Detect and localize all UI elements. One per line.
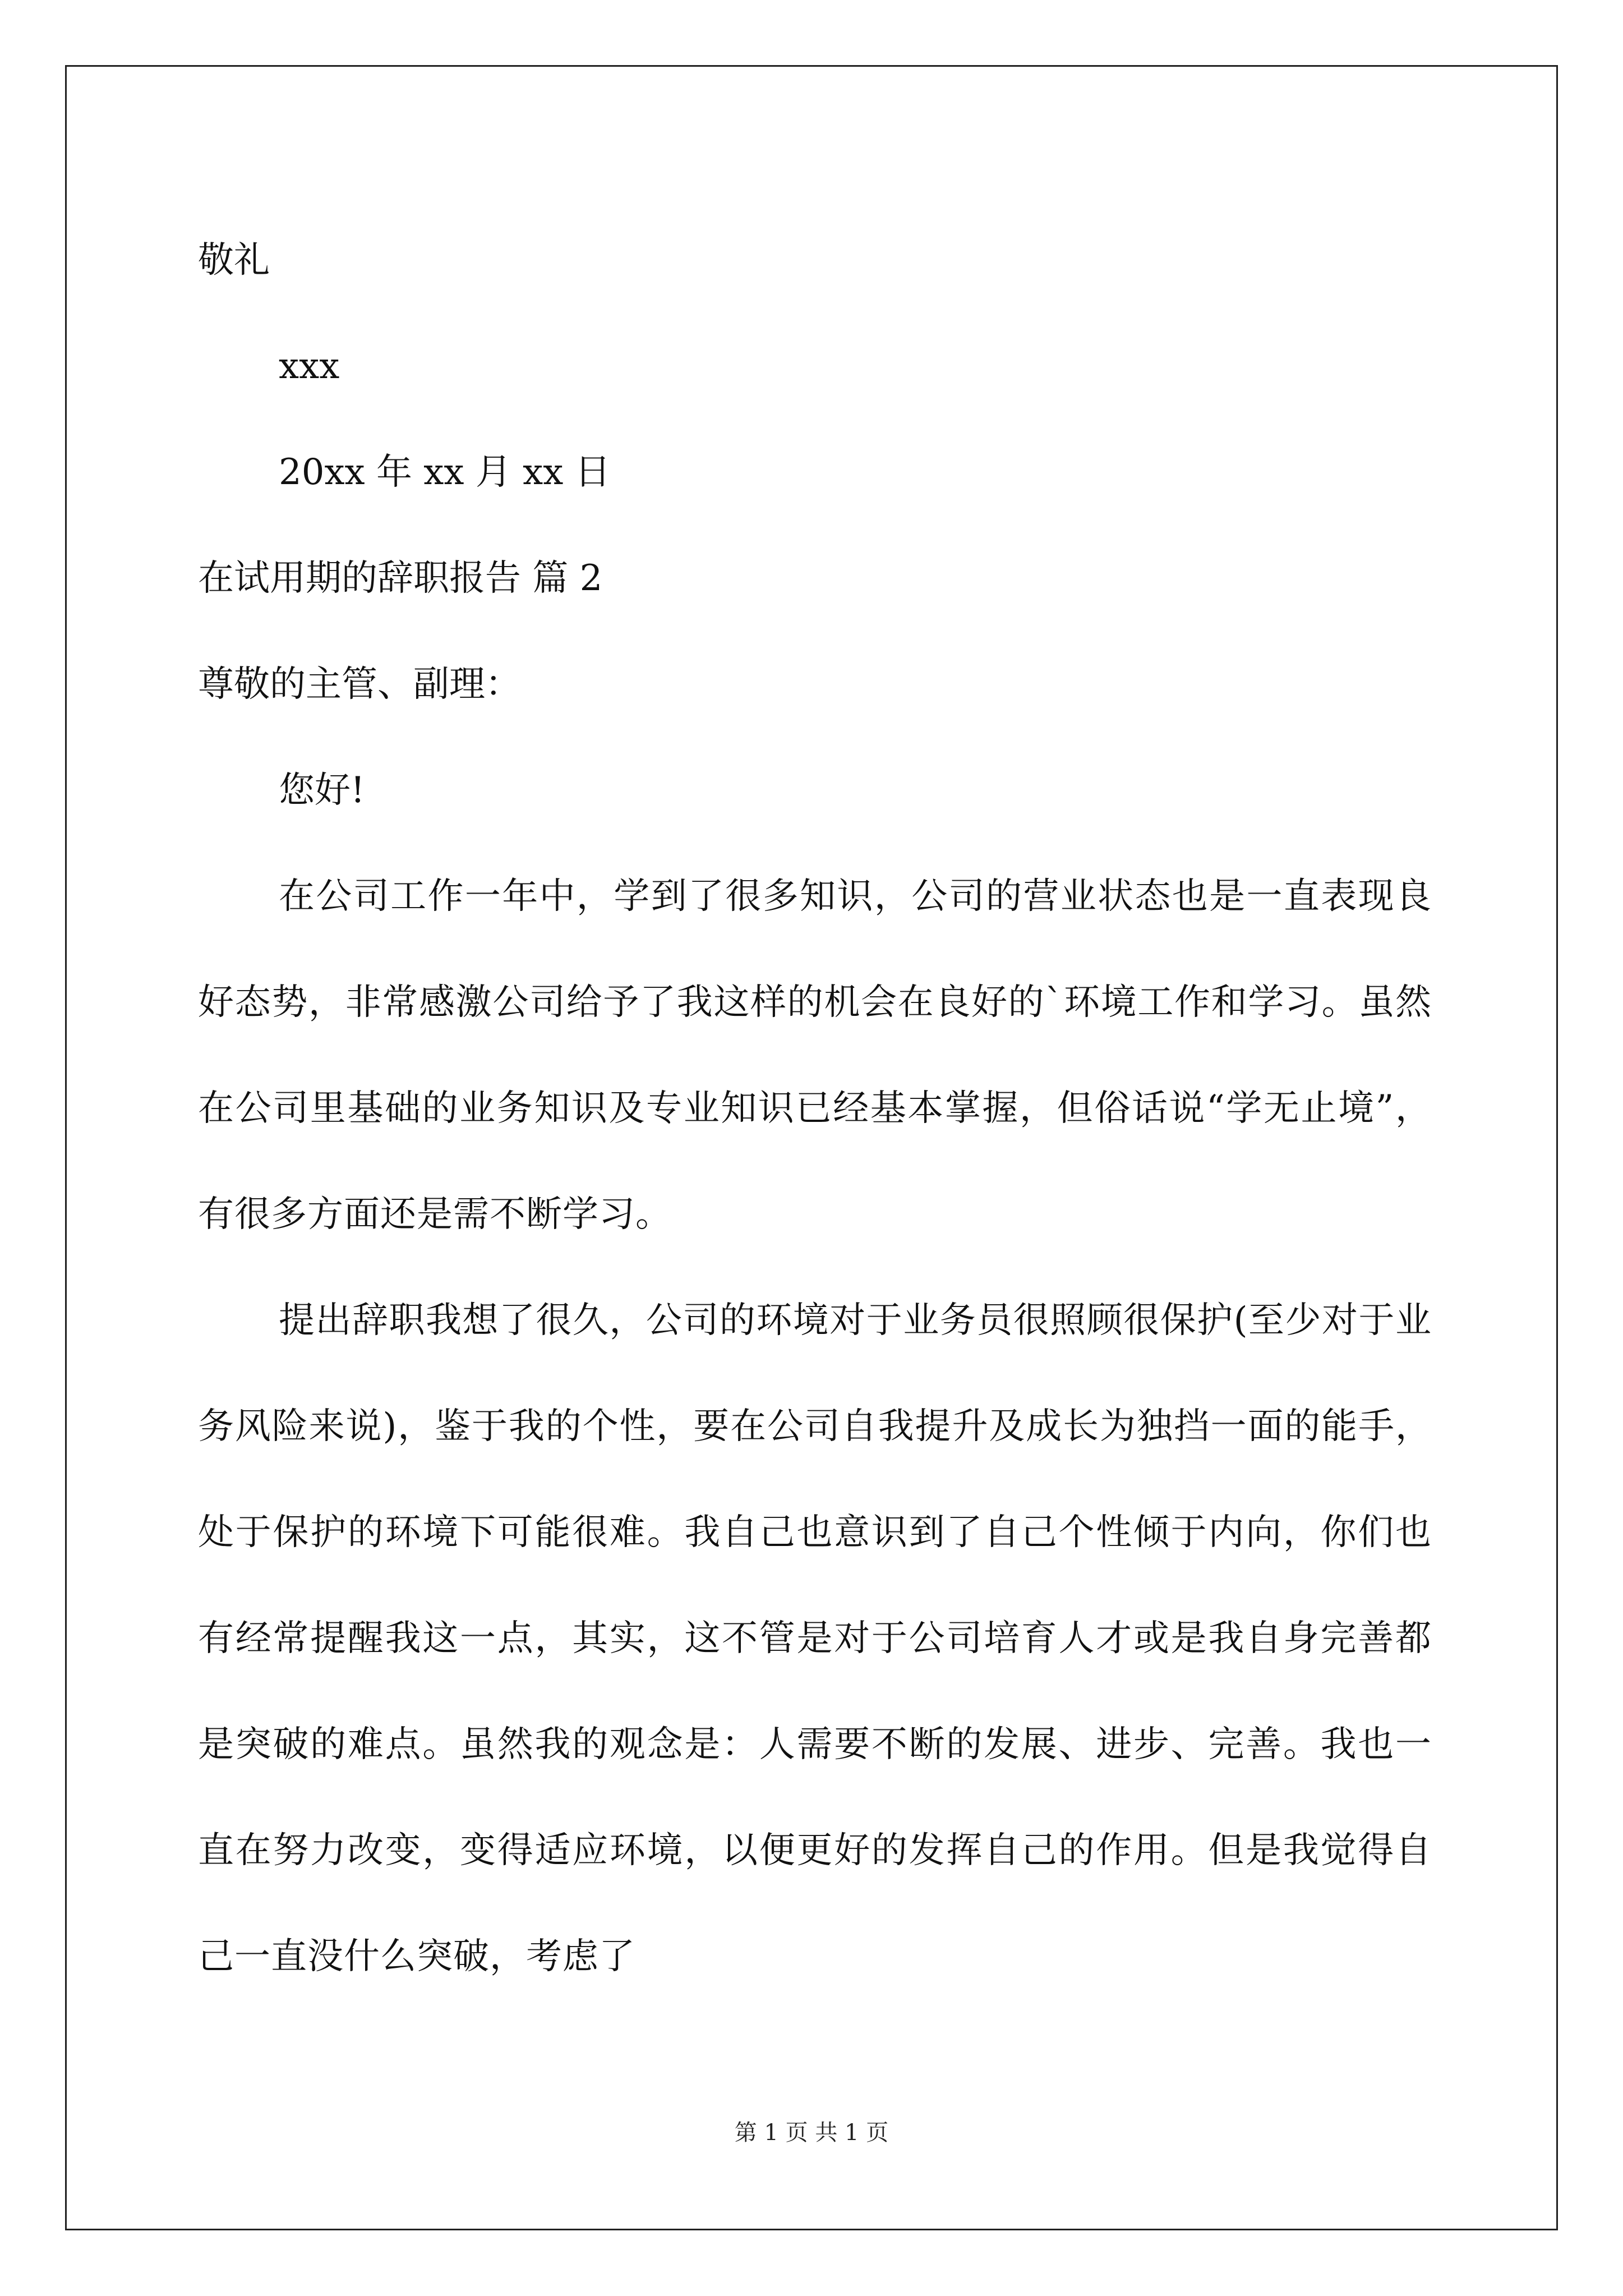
- closing-text: 敬礼: [198, 240, 270, 281]
- signature-date: 20xx 年 xx 月 xx 日: [279, 452, 611, 493]
- body-paragraph: 在公司工作一年中，学到了很多知识，公司的营业状态也是一直表现良好态势，非常感激公司给予了我这样的机会在良好的`环境工作和学习。虽然在公司里基础的业务知识及专业知识已经基本掌握，但俗话说“学无止境”，有很多方面还是需不断学习。: [198, 876, 1432, 1235]
- salutation: 尊敬的主管、副理：: [198, 664, 521, 705]
- signature-name: xxx: [279, 346, 340, 387]
- section-title: 在试用期的辞职报告 篇 2: [198, 558, 603, 599]
- page-footer: 第 1 页 共 1 页: [734, 2120, 889, 2146]
- document-body: [198, 208, 1432, 2010]
- greeting: 您好!: [279, 770, 365, 811]
- body-paragraph: 提出辞职我想了很久，公司的环境对于业务员很照顾很保护(至少对于业务风险来说)，鉴于我的个性，要在公司自我提升及成长为独挡一面的能手，处于保护的环境下可能很难。我自己也意识到了自己个性倾于内向，你们也有经常提醒我这一点，其实，这不管是对于公司培育人才或是我自身完善都是突破的难点。虽然我的观念是：人需要不断的发展、进步、完善。我也一直在努力改变，变得适应环境，以便更好的发挥自己的作用。但是我觉得自己一直没什么突破，考虑了: [198, 1300, 1432, 1977]
